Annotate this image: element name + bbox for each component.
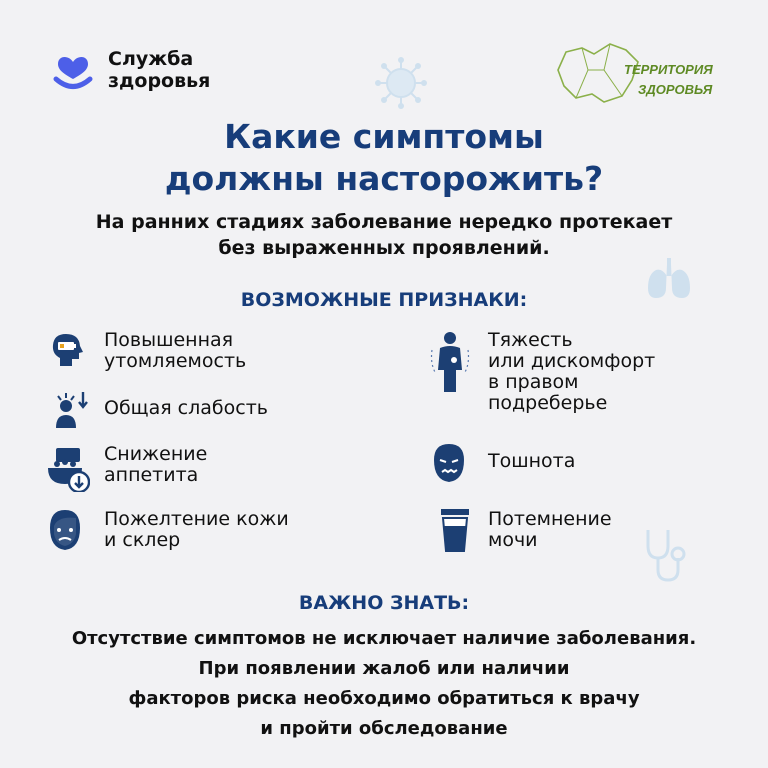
side-pain-person-icon <box>428 330 472 394</box>
low-battery-head-icon <box>50 332 84 366</box>
symptom-weakness: Общая слабость <box>104 397 268 419</box>
virus-icon <box>374 56 428 110</box>
page-title: Какие симптомы должны насторожить? <box>164 117 604 198</box>
dark-cup-icon <box>440 508 470 552</box>
symptom-right-side-discomfort: Тяжесть или дискомфорт в правом подреберье <box>488 329 656 414</box>
brand-logo-right <box>552 40 722 106</box>
brand-name-right: ТЕРРИТОРИЯ ЗДОРОВЬЯ <box>624 62 713 97</box>
symptom-jaundice: Пожелтение кожи и склер <box>104 508 289 551</box>
important-text: Отсутствие симптомов не исключает наличие заболевания. При появлении жалоб или наличии факторов риска необходимо обратиться к врачу и пройти обследование <box>71 628 697 739</box>
page-subtitle: На ранних стадиях заболевание нередко протекает без выраженных проявлений. <box>95 211 673 259</box>
symptom-fatigue: Повышенная утомляемость <box>104 329 247 372</box>
brand-logo-left <box>50 46 260 106</box>
important-heading: ВАЖНО ЗНАТЬ: <box>298 592 470 614</box>
symptom-nausea: Тошнота <box>488 450 576 472</box>
stethoscope-icon <box>638 528 688 584</box>
food-bowl-arrow-icon <box>46 446 90 492</box>
brand-name-left: Служба здоровья <box>108 48 211 92</box>
weak-person-icon <box>50 390 90 428</box>
symptom-dark-urine: Потемнение мочи <box>488 508 612 551</box>
heart-smile-icon <box>50 46 96 92</box>
yellow-face-icon <box>46 508 84 552</box>
symptom-appetite: Снижение аппетита <box>104 443 208 486</box>
signs-heading: ВОЗМОЖНЫЕ ПРИЗНАКИ: <box>240 289 528 311</box>
nausea-face-icon <box>430 442 468 484</box>
